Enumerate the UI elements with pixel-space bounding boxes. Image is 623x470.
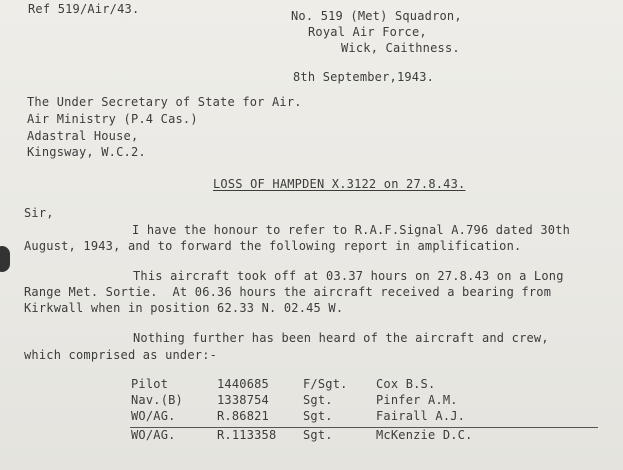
addressee-line-1: The Under Secretary of State for Air. <box>27 95 302 109</box>
crew-number: 1440685 <box>217 377 269 391</box>
crew-rank: Sgt. <box>303 409 333 423</box>
paragraph-3-line-2: which comprised as under:- <box>24 348 218 362</box>
crew-role: Pilot <box>131 377 169 391</box>
paragraph-3-line-1: Nothing further has been heard of the aircraft and crew, <box>133 331 549 345</box>
addressee-line-3: Adastral House, <box>27 129 139 143</box>
crew-table-rule <box>130 427 598 428</box>
crew-name: McKenzie D.C. <box>376 428 473 442</box>
paragraph-2-line-1: This aircraft took off at 03.37 hours on 27.8.43 on a Long <box>133 269 564 283</box>
paragraph-1-line-1: I have the honour to refer to R.A.F.Signal A.796 dated 30th <box>132 223 571 237</box>
reference-number: Ref 519/Air/43. <box>28 2 140 16</box>
crew-role: WO/AG. <box>131 428 176 442</box>
subject-heading: LOSS OF HAMPDEN X.3122 on 27.8.43. <box>213 177 466 191</box>
sender-service: Royal Air Force, <box>308 25 427 39</box>
crew-number: R.86821 <box>217 409 269 423</box>
crew-name: Pinfer A.M. <box>376 393 458 407</box>
crew-rank: F/Sgt. <box>303 377 348 391</box>
crew-number: 1338754 <box>217 393 269 407</box>
letter-date: 8th September,1943. <box>293 70 435 84</box>
sender-unit: No. 519 (Met) Squadron, <box>291 9 462 23</box>
page-nav-handle[interactable] <box>0 246 10 272</box>
crew-role: Nav.(B) <box>131 393 183 407</box>
crew-role: WO/AG. <box>131 409 176 423</box>
paragraph-2-line-2: Range Met. Sortie. At 06.36 hours the aircraft received a bearing from <box>24 285 552 299</box>
addressee-line-2: Air Ministry (P.4 Cas.) <box>27 112 198 126</box>
addressee-line-4: Kingsway, W.C.2. <box>27 145 146 159</box>
paragraph-2-line-3: Kirkwall when in position 62.33 N. 02.45 W. <box>24 301 344 315</box>
salutation: Sir, <box>24 206 54 220</box>
sender-location: Wick, Caithness. <box>341 41 460 55</box>
crew-rank: Sgt. <box>303 393 333 407</box>
crew-rank: Sgt. <box>303 428 333 442</box>
crew-number: R.113358 <box>217 428 277 442</box>
crew-name: Fairall A.J. <box>376 409 466 423</box>
paragraph-1-line-2: August, 1943, and to forward the following report in amplification. <box>24 239 522 253</box>
crew-name: Cox B.S. <box>376 377 436 391</box>
